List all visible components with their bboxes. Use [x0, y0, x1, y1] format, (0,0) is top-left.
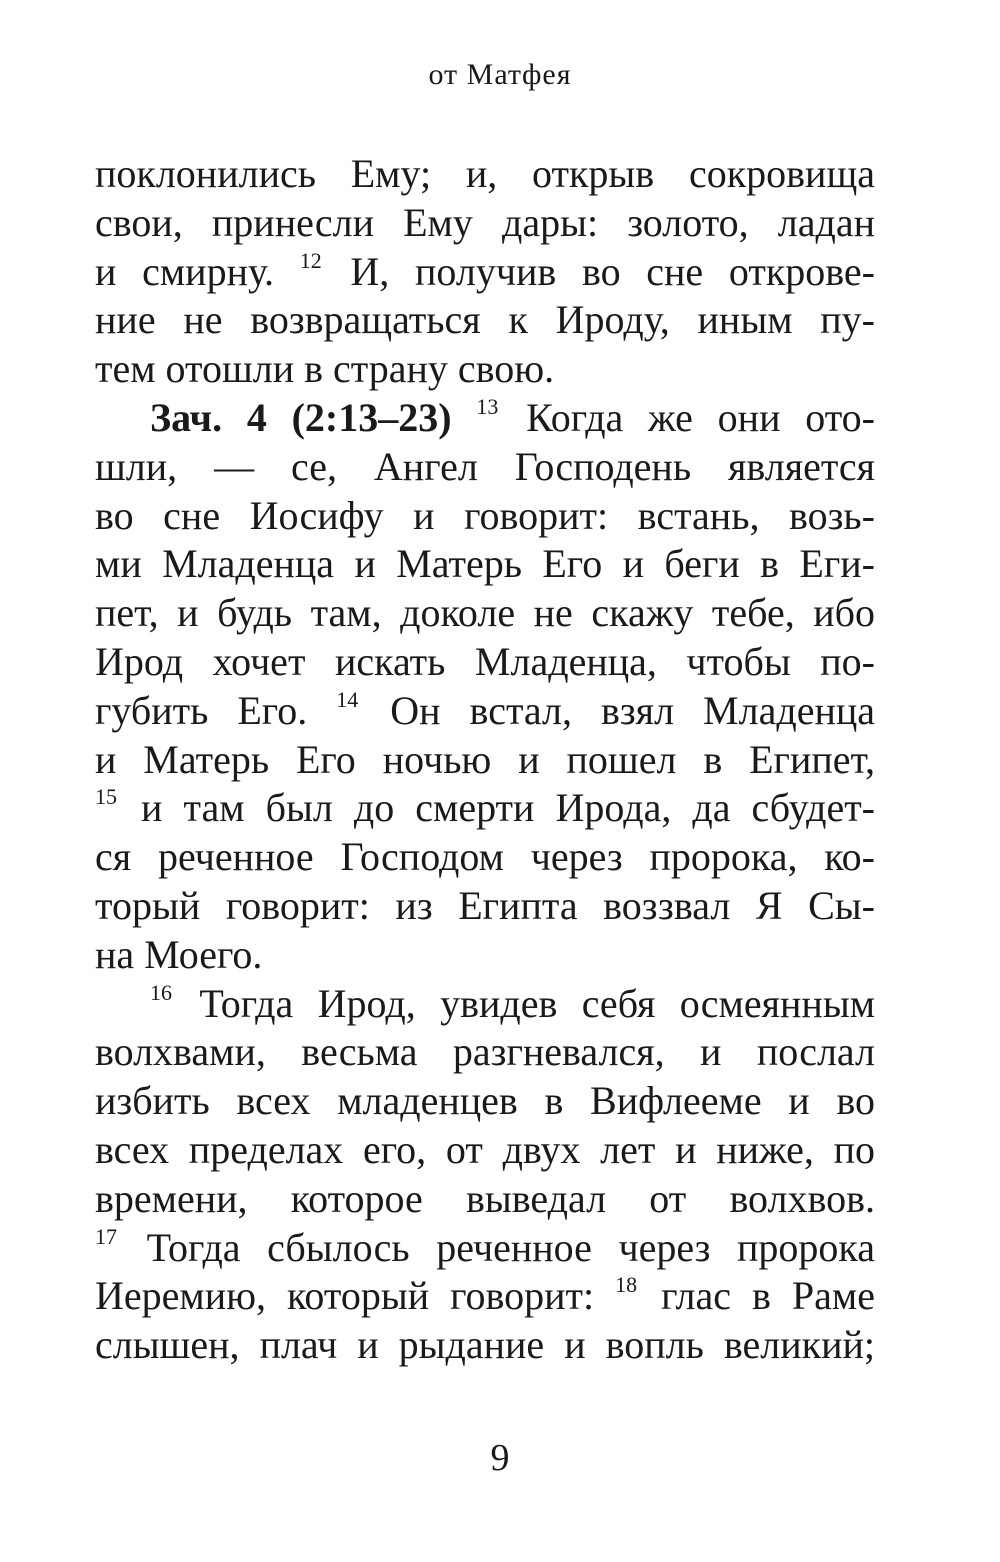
text-run: [452, 395, 477, 440]
text-run: на Моего.: [95, 931, 263, 977]
text-run: шли, — се, Ангел Господень является: [95, 443, 875, 489]
text-line: [95, 736, 875, 785]
scripture-text: [95, 150, 875, 1370]
text-line: [95, 589, 875, 638]
text-run: Ирод хочет искать Младенца, чтобы по-: [95, 638, 875, 684]
text-run: поклонились Ему; и, открыв сокровища: [95, 151, 875, 196]
text-line: [95, 248, 875, 297]
text-line: [95, 882, 875, 931]
text-run: слышен, плач и рыдание и вопль великий;: [95, 1322, 875, 1368]
text-run: и там был до смерти Ирода, да сбудет-: [120, 785, 875, 831]
text-line: [95, 1028, 875, 1077]
verse-number: 17: [95, 1223, 117, 1249]
text-line: [95, 199, 875, 248]
text-line: [95, 1126, 875, 1175]
text-line: [95, 638, 875, 687]
text-run: во сне Иосифу и говорит: встань, возь-: [95, 492, 875, 538]
text-run: свои, принесли Ему дары: золото, ладан: [95, 199, 875, 245]
text-line: [95, 1224, 875, 1273]
text-line: [95, 784, 875, 833]
text-line: [95, 1077, 875, 1126]
text-run: избить всех младенцев в Вифлееме и во: [95, 1078, 875, 1124]
text-run: Тогда Ирод, увидев себя осмеянным: [175, 980, 875, 1026]
text-line: [95, 1321, 875, 1370]
text-line: [95, 296, 875, 345]
verse-number: 16: [150, 979, 172, 1005]
text-line: [95, 540, 875, 589]
page-number: 9: [490, 1437, 510, 1479]
text-line: [95, 687, 875, 736]
text-run: торый говорит: из Египта воззвал Я Сы-: [95, 882, 875, 928]
text-run: волхвами, весьма разгневался, и послал: [95, 1029, 875, 1075]
text-line: [95, 394, 875, 443]
text-line: [95, 931, 875, 980]
text-run: глас в Раме: [640, 1273, 876, 1319]
text-run: Иеремию, который говорит:: [95, 1273, 616, 1319]
text-line: [95, 443, 875, 492]
running-head: от Матфея: [428, 58, 572, 91]
verse-number: 13: [476, 393, 499, 419]
text-line: [95, 1175, 875, 1224]
text-run: пет, и будь там, доколе не скажу тебе, ибо: [95, 590, 875, 636]
text-line: [95, 1272, 875, 1321]
text-run: губить Его.: [95, 687, 337, 733]
verse-number: 18: [615, 1272, 638, 1298]
verse-number: 15: [95, 784, 117, 810]
text-run: всех пределах его, от двух лет и ниже, по: [95, 1126, 875, 1172]
verse-number: 12: [299, 247, 322, 273]
text-line: [95, 492, 875, 541]
text-run: Тогда сбылось реченное через пророка: [120, 1224, 875, 1270]
text-run: времени, которое выведал от волхвов.: [95, 1175, 875, 1221]
text-run: Он встал, взял Младенца: [361, 687, 876, 733]
text-run: И, получив во сне открове-: [324, 248, 876, 294]
text-run: тем отошли в страну свою.: [95, 346, 555, 392]
verse-number: 14: [336, 686, 359, 712]
text-line: [95, 980, 875, 1029]
text-run: ние не возвращаться к Ироду, иным пу-: [95, 297, 875, 343]
text-run: ми Младенца и Матерь Его и беги в Еги-: [95, 541, 875, 587]
text-run: и Матерь Его ночью и пошел в Египет,: [95, 736, 875, 782]
text-run: и смирну.: [95, 248, 300, 294]
text-run: Когда же они ото-: [501, 394, 876, 440]
text-line: [95, 150, 875, 199]
text-line: [95, 833, 875, 882]
text-line: [95, 345, 875, 394]
reading-heading: Зач. 4 (2:13–23): [150, 394, 452, 440]
text-run: ся реченное Господом через пророка, ко-: [95, 834, 875, 880]
